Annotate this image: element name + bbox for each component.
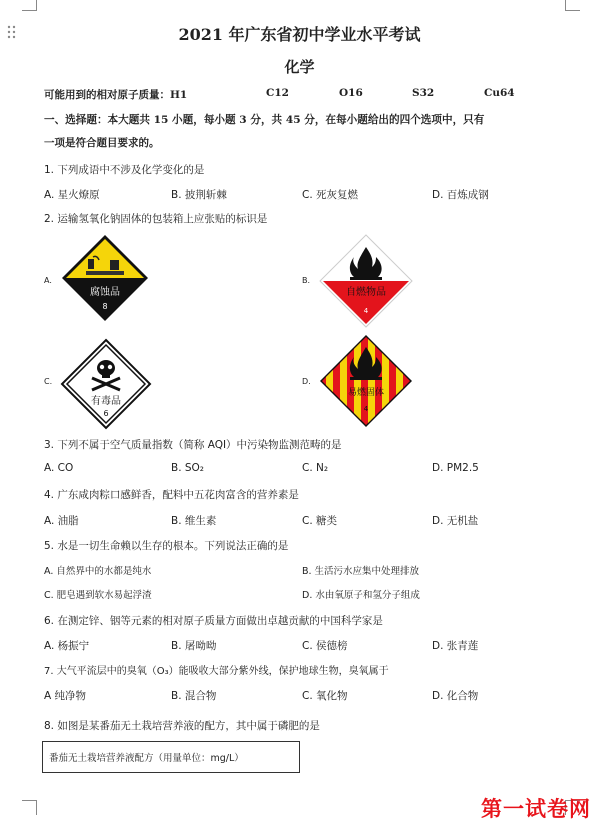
question-5-option-a[interactable]: A. 自然界中的水都是纯水	[44, 566, 152, 577]
question-2-stem: 2. 运输氢氧化钠固体的包装箱上应张贴的标识是	[44, 213, 268, 225]
toxic-sign[interactable]	[60, 338, 152, 430]
question-4-option-a[interactable]: A. 油脂	[44, 515, 79, 527]
nutrient-formula-table	[42, 741, 300, 773]
section-heading-line1: 一、选择题：本大题共 15 小题，每小题 3 分，共 45 分，在每小题给出的四个选项中，只有	[44, 114, 485, 126]
question-3-option-c[interactable]: C. N₂	[302, 462, 329, 474]
question-2-option-a[interactable]: A.	[44, 276, 52, 285]
crop-mark-top-right	[565, 0, 580, 11]
question-2-option-b[interactable]: B.	[302, 276, 311, 285]
corrosive-sign-number: 8	[102, 302, 108, 311]
question-4-option-c[interactable]: C. 糖类	[302, 515, 338, 527]
spontaneous-combustion-sign[interactable]	[318, 233, 414, 329]
question-6-option-b[interactable]: B. 屠呦呦	[171, 640, 217, 652]
question-6-option-a[interactable]: A. 杨振宁	[44, 640, 90, 652]
question-3-stem: 3. 下列不属于空气质量指数（简称 AQI）中污染物监测范畴的是	[44, 439, 342, 451]
question-4-stem: 4. 广东咸肉粽口感鲜香，配料中五花肉富含的营养素是	[44, 489, 299, 501]
crop-mark-bottom-left	[22, 800, 37, 815]
subject-title: 化学	[284, 58, 315, 76]
question-4-option-b[interactable]: B. 维生素	[171, 515, 217, 527]
question-7-option-c[interactable]: C. 氧化物	[302, 690, 348, 702]
question-1-option-d[interactable]: D. 百炼成钢	[432, 189, 489, 201]
section-heading-line2: 一项是符合题目要求的。	[44, 137, 160, 149]
crop-mark-top-left	[22, 0, 37, 11]
question-1-option-b[interactable]: B. 披荆斩棘	[171, 189, 227, 201]
question-6-option-c[interactable]: C. 侯德榜	[302, 640, 348, 652]
question-2-option-d[interactable]: D.	[302, 377, 311, 386]
corrosive-sign-text: 腐蚀品	[90, 287, 120, 298]
corrosive-sign[interactable]	[60, 233, 150, 323]
question-5-option-c[interactable]: C. 肥皂遇到软水易起浮渣	[44, 590, 152, 601]
atomic-mass-label: 可能用到的相对原子质量：H1	[44, 89, 188, 101]
question-3-option-d[interactable]: D. PM2.5	[432, 462, 479, 474]
watermark-logo: 第一试卷网	[481, 796, 591, 821]
question-1-option-a[interactable]: A. 星火燎原	[44, 189, 100, 201]
question-7-stem: 7. 大气平流层中的臭氧（O₃）能吸收大部分紫外线，保护地球生物，臭氧属于	[44, 666, 389, 677]
question-6-option-d[interactable]: D. 张青莲	[432, 640, 479, 652]
question-2-option-c[interactable]: C.	[44, 377, 53, 386]
flammable-solid-sign-number: 4	[363, 405, 369, 413]
toxic-sign-number: 6	[103, 409, 109, 418]
question-6-stem: 6. 在测定锌、铟等元素的相对原子质量方面做出卓越贡献的中国科学家是	[44, 615, 383, 627]
question-7-option-d[interactable]: D. 化合物	[432, 690, 479, 702]
flammable-solid-sign-text: 易燃固体	[347, 388, 385, 398]
question-3-option-b[interactable]: B. SO₂	[171, 462, 205, 474]
question-8-stem: 8. 如图是某番茄无土栽培营养液的配方，其中属于磷肥的是	[44, 720, 320, 732]
question-5-option-d[interactable]: D. 水由氧原子和氢分子组成	[302, 590, 420, 601]
atomic-mass-s: S32	[412, 87, 435, 99]
flammable-solid-sign[interactable]	[318, 333, 414, 429]
spontaneous-combustion-sign-number: 4	[363, 307, 369, 315]
question-1-option-c[interactable]: C. 死灰复燃	[302, 189, 359, 201]
question-5-option-b[interactable]: B. 生活污水应集中处理排放	[302, 566, 420, 577]
question-4-option-d[interactable]: D. 无机盐	[432, 515, 479, 527]
spontaneous-combustion-sign-text: 自燃物品	[346, 287, 386, 298]
nutrient-formula-caption: 番茄无土栽培营养液配方（用量单位：mg/L）	[49, 753, 244, 764]
question-7-option-b[interactable]: B. 混合物	[171, 690, 217, 702]
question-3-option-a[interactable]: A. CO	[44, 462, 74, 474]
question-7-option-a[interactable]: A 纯净物	[44, 690, 87, 702]
atomic-mass-o: O16	[339, 87, 363, 99]
atomic-mass-cu: Cu64	[484, 87, 515, 99]
atomic-mass-c: C12	[266, 87, 289, 99]
toxic-sign-text: 有毒品	[91, 396, 121, 407]
question-1-stem: 1. 下列成语中不涉及化学变化的是	[44, 164, 205, 176]
exam-title: 2021 年广东省初中学业水平考试	[178, 25, 421, 44]
question-5-stem: 5. 水是一切生命赖以生存的根本。下列说法正确的是	[44, 540, 289, 552]
